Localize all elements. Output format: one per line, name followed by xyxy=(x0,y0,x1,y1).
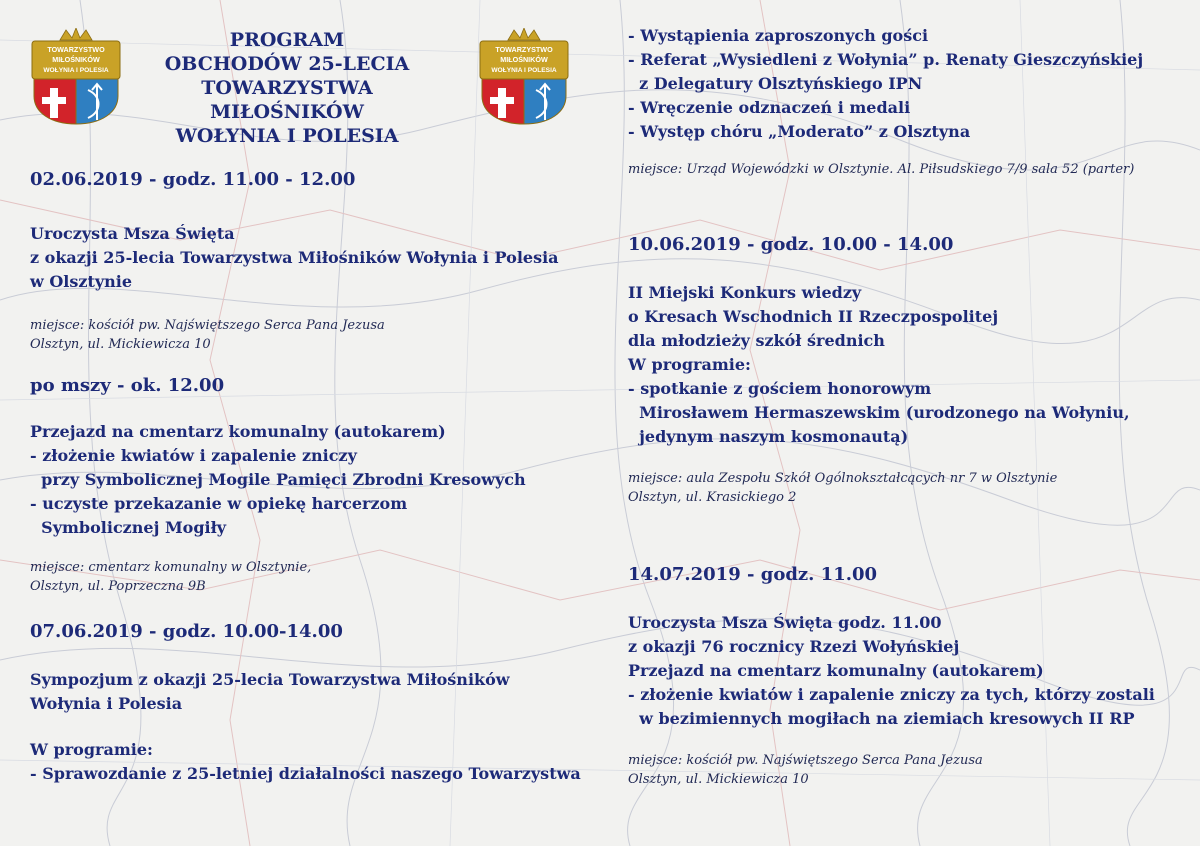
society-logo-left xyxy=(30,28,122,128)
event-line: o Kresach Wschodnich II Rzeczpospolitej xyxy=(628,307,999,326)
right-column xyxy=(628,24,1188,789)
location-line: miejsce: aula Zespołu Szkół Ogólnokształcących nr 7 w Olsztynie xyxy=(628,471,1058,486)
location-line: Olsztyn, ul. Mickiewicza 10 xyxy=(30,337,211,352)
event-description xyxy=(628,281,1188,449)
event-location xyxy=(628,751,1188,789)
location-line: miejsce: kościół pw. Najświętszego Serca Pana Jezusa xyxy=(628,753,983,768)
event-after-mass xyxy=(30,374,605,596)
crown-icon xyxy=(508,28,540,40)
logo-text-line-2: MIŁOŚNIKÓW xyxy=(52,55,100,64)
left-column xyxy=(30,168,605,786)
event-line: z okazji 25-lecia Towarzystwa Miłośników Wołynia i Polesia xyxy=(30,248,559,267)
event-location xyxy=(628,160,1188,179)
location-line: miejsce: kościół pw. Najświętszego Serca Pana Jezusa xyxy=(30,318,385,333)
location-line: miejsce: cmentarz komunalny w Olsztynie, xyxy=(30,560,312,575)
event-2019-07-14 xyxy=(628,563,1188,789)
event-date: 14.07.2019 - godz. 11.00 xyxy=(628,564,878,585)
event-line: II Miejski Konkurs wiedzy xyxy=(628,283,862,302)
event-line: przy Symbolicznej Mogile Pamięci Zbrodni Kresowych xyxy=(30,470,526,489)
event-line: W programie: xyxy=(628,355,751,374)
event-line: Symbolicznej Mogiły xyxy=(30,518,227,537)
event-program-continued xyxy=(628,24,1188,144)
event-line: Przejazd na cmentarz komunalny (autokarem) xyxy=(628,661,1044,680)
event-description xyxy=(30,668,605,716)
event-line: - złożenie kwiatów i zapalenie zniczy za tych, którzy zostali xyxy=(628,685,1155,704)
title-line-3: TOWARZYSTWA MIŁOŚNIKÓW xyxy=(201,77,373,123)
event-line: - spotkanie z gościem honorowym xyxy=(628,379,932,398)
logo-text-line-3: WOŁYNIA I POLESIA xyxy=(491,67,557,74)
location-line: miejsce: Urząd Wojewódzki w Olsztynie. Al. Piłsudskiego 7/9 sala 52 (parter) xyxy=(628,162,1135,177)
event-description xyxy=(30,222,605,294)
event-line: - Wystąpienia zaproszonych gości xyxy=(628,26,929,45)
event-program xyxy=(30,738,605,786)
event-location xyxy=(30,316,605,354)
event-2019-06-02 xyxy=(30,168,605,354)
event-date: 10.06.2019 - godz. 10.00 - 14.00 xyxy=(628,234,954,255)
event-2019-06-10 xyxy=(628,233,1188,507)
event-location xyxy=(30,558,605,596)
crown-icon xyxy=(60,28,92,40)
event-line: Uroczysta Msza Święta xyxy=(30,224,235,243)
event-line: - Występ chóru „Moderato” z Olsztyna xyxy=(628,122,971,141)
event-line: Wołynia i Polesia xyxy=(30,694,183,713)
event-line: dla młodzieży szkół średnich xyxy=(628,331,885,350)
event-date: 07.06.2019 - godz. 10.00-14.00 xyxy=(30,621,343,642)
event-line: - Sprawozdanie z 25-letniej działalności naszego Towarzystwa xyxy=(30,764,581,783)
event-line: - złożenie kwiatów i zapalenie zniczy xyxy=(30,446,357,465)
logo-text-line-3: WOŁYNIA I POLESIA xyxy=(43,67,109,74)
event-2019-06-07-continued xyxy=(628,24,1188,179)
title-line-1: PROGRAM xyxy=(229,29,345,51)
event-line: z Delegatury Olsztyńskiego IPN xyxy=(628,74,923,93)
logo-text-line-2: MIŁOŚNIKÓW xyxy=(500,55,548,64)
page-title xyxy=(132,28,442,148)
event-date: po mszy - ok. 12.00 xyxy=(30,375,225,396)
event-line: jedynym naszym kosmonautą) xyxy=(628,427,909,446)
event-description xyxy=(628,611,1188,731)
location-line: Olsztyn, ul. Mickiewicza 10 xyxy=(628,772,809,787)
event-line: z okazji 76 rocznicy Rzezi Wołyńskiej xyxy=(628,637,960,656)
location-line: Olsztyn, ul. Krasickiego 2 xyxy=(628,490,797,505)
logo-text-line-1: TOWARZYSTWO xyxy=(495,45,553,54)
logo-text-line-1: TOWARZYSTWO xyxy=(47,45,105,54)
title-line-2: OBCHODÓW 25-LECIA xyxy=(164,53,410,75)
event-location xyxy=(628,469,1188,507)
event-line: Sympozjum z okazji 25-lecia Towarzystwa Miłośników xyxy=(30,670,510,689)
event-line: w bezimiennych mogiłach na ziemiach kresowych II RP xyxy=(628,709,1135,728)
event-line: - uczyste przekazanie w opiekę harcerzom xyxy=(30,494,408,513)
event-line: W programie: xyxy=(30,740,153,759)
event-line: - Wręczenie odznaczeń i medali xyxy=(628,98,911,117)
event-line: - Referat „Wysiedleni z Wołynia” p. Renaty Gieszczyńskiej xyxy=(628,50,1144,69)
event-line: Przejazd na cmentarz komunalny (autokarem) xyxy=(30,422,446,441)
location-line: Olsztyn, ul. Poprzeczna 9B xyxy=(30,579,206,594)
event-2019-06-07 xyxy=(30,620,605,786)
title-line-4: WOŁYNIA I POLESIA xyxy=(175,125,399,147)
society-logo-right xyxy=(478,28,570,128)
event-line: Uroczysta Msza Święta godz. 11.00 xyxy=(628,613,942,632)
event-line: w Olsztynie xyxy=(30,272,133,291)
event-line: Mirosławem Hermaszewskim (urodzonego na Wołyniu, xyxy=(628,403,1130,422)
event-description xyxy=(30,420,605,540)
event-date: 02.06.2019 - godz. 11.00 - 12.00 xyxy=(30,169,356,190)
